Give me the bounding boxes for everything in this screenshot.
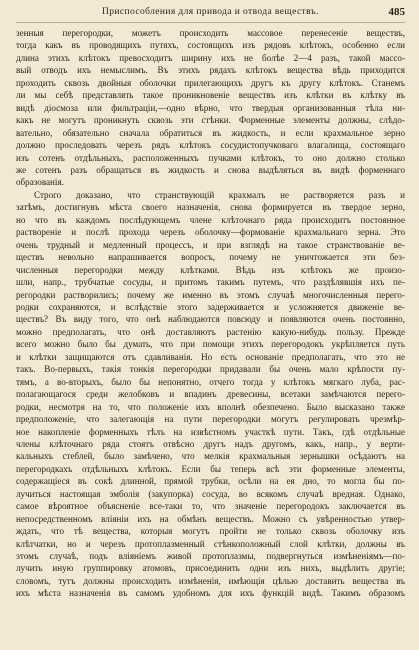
text-line: видѣ діосмоза или фильтраціи,—одно вѣрно, что твердыя организованныя тѣла ни- [16,102,405,113]
text-line: лучиться настоящая эмболія (закупорка) сосуда, во всякомъ случаѣ вредная. Однако, [16,488,405,499]
text-line: клѣтчатки, но и черезъ протоплазменный стѣнкоположный слой клѣтки, должны въ [16,538,405,549]
text-line: проходить сквозь двойныя оболочки прилегающихъ другъ къ другу клѣтокъ. Станемъ [16,77,405,88]
page-number: 485 [388,6,405,18]
text-line: члены клѣточнаго ряда стоятъ отвѣсно другъ надъ другомъ, какъ, напр., у верти- [16,438,405,449]
text-line: какъ не могутъ проникнуть сквозь эти стѣнки. Форменные элементы должны, слѣдо- [16,115,405,126]
text-line: полагающагося среди желобковъ и впадинъ древесины, всетаки замѣчаются перего- [16,389,405,400]
text-line: такъ. Во-первыхъ, такія тонкія перегородки придавали бы очень мало крѣпости пу- [16,364,405,375]
text-line: содержащіеся въ сокѣ длинной, прямой трубки, осѣли на ея дно, то могла бы по- [16,476,405,487]
text-line: лучить иную группировку атомовъ, присоединить одни изъ нихъ, выдѣлить другіе; [16,563,405,574]
text-line: кальныхъ стеблей, было замѣчено, что мелкія крахмальныя зернышки осѣдаютъ на [16,451,405,462]
text-line: раствореніе и послѣ прохода черезъ оболочку—формованіе крахмальнаго зерна. Это [16,227,405,238]
text-line: изъ сотенъ отдѣльныхъ, расположенныхъ пучками клѣтокъ, то оно должно столько [16,152,405,163]
text-line: непосредственномъ вліяніи ихъ на обмѣнъ веществъ. Можно съ увѣренностью утвер- [16,513,405,524]
text-line: ществъ? Въ виду того, что онѣ наблюдаются повсюду и появляются очень постоянно, [16,314,405,325]
text-line: ли мы себѣ представлять такое проникновеніе веществъ изъ клѣтки въ клѣтку въ [16,90,405,101]
text-line: перегородкахъ отдѣльныхъ клѣтокъ. Если бы теперь всѣ эти форменные элементы, [16,463,405,474]
text-line: и клѣтки защищаются отъ сдавливанія. Но есть основаніе предполагать, что это не [16,351,405,362]
text-line: численныя перегородки между клѣтками. Вѣдь изъ клѣтокъ же произо- [16,264,405,275]
text-line: должно проследовать черезъ рядъ клѣтокъ сосудистопучковаго влагалища, состоящаго [16,140,405,151]
text-line: ное накопленіе форменныхъ тѣлъ на извѣстномъ участкѣ пути. Такъ, гдѣ отдѣльные [16,426,405,437]
text-line: словомъ, тутъ должны происходить измѣненія, имѣющія цѣлью доставить вещества въ [16,575,405,586]
text-line: длина этихъ клѣтокъ превосходитъ ширину ихъ не болѣе 2—4 разъ, такой массо- [16,52,405,63]
body-text [16,27,405,600]
text-line: предположеніе, что залегающія на пути перегородки могутъ регулировать чрезмѣр- [16,414,405,425]
paragraph-2 [16,189,405,600]
text-line: образованія. [16,177,64,188]
text-line: самое вѣроятное объясненіе все-таки то, что значеніе перегородокъ заключается въ [16,501,405,512]
text-line: всего можно было бы думать, что при помощи этихъ перегородокъ укрѣпляется путь [16,339,405,350]
text-line: вый отводъ ихъ немыслимъ. Въ этихъ рядахъ клѣтокъ вещества вѣдь приходится [16,65,405,76]
text-line: шли, напр., трубчатые сосуды, и притомъ такимъ путемъ, что раздѣлявшія ихъ пе- [16,277,405,288]
running-head: Приспособления для привода и отвода веществъ. [102,7,319,17]
text-line: регородки растворились; почему же именно въ этомъ случаѣ многочисленныя перего- [16,289,405,300]
text-line: же сотенъ разъ обращаться въ жидкость и снова выдѣляться въ видѣ форменнаго [16,164,405,175]
text-line: затѣмъ, достигнувъ мѣста своего назначенія, снова формируется въ твердое зерно, [16,202,405,213]
text-line: но что въ каждомъ послѣдующемъ члене клѣточнаго ряда происходитъ постоянное [16,214,405,225]
text-line: можно предполагать, что онѣ доставляютъ растенію какую-нибудь пользу. Прежде [16,326,405,337]
text-line: ждать, что тѣ вещества, которыя могутъ пройти не только сквозь оболочку изъ [16,526,405,537]
text-line: ществъ невольно напрашивается вопросъ, почему не уничтожается эти без- [16,252,405,263]
text-line: родки, несмотря на то, что положеніе ихъ вполнѣ обезпечено. Было высказано также [16,401,405,412]
text-line: зенныя перегородки, можетъ происходить массовое перенесеніе веществъ, [16,28,405,38]
text-line: тогда какъ въ проводящихъ путяхъ, состоящихъ изъ рядовъ клѣтокъ, особенно если [16,40,405,51]
page-header [16,6,405,23]
text-line: родки сохраняются, и вслѣдствіе этого задерживается и усложняется движеніе ве- [16,301,405,312]
text-line: этомъ случаѣ, подъ вліяніемъ живой протоплазмы, подвергнуться измѣненіямъ—по- [16,551,405,562]
text-line: очень трудный и медленный процессъ, и при взглядѣ на такое странствованіе ве- [16,239,405,250]
paragraph-1 [16,27,405,189]
text-line: Строго доказано, что странствующій крахмалъ не растворяется разъ и [34,189,405,200]
text-line: ихъ мѣста назначенія въ самомъ удобномъ для ихъ функцій видѣ. Такимъ образомъ [16,588,405,599]
text-line: тямъ, а во-вторыхъ, было бы непонятно, отчего тогда у клѣтокъ мягкаго луба, рас- [16,376,405,387]
text-line: вательно, обязательно сначала обратиться въ жидкость, и если крахмальное зерно [16,127,405,138]
